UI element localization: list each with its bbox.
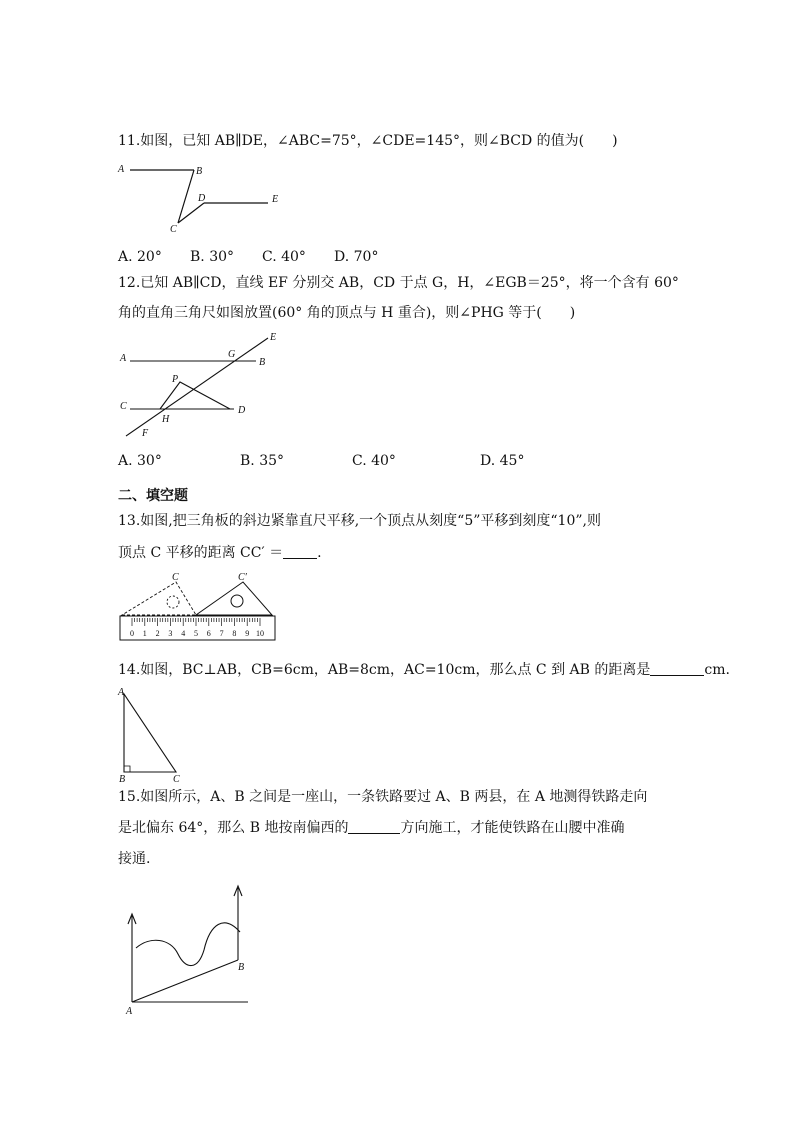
q14-stem-unit: cm. [704, 662, 730, 678]
q12-figure [116, 332, 286, 442]
q14-label-a: A [118, 687, 125, 698]
q12-label-d: D [238, 405, 246, 416]
q12-stem-line2: 角的直角三角尺如图放置(60° 角的顶点与 H 重合)，则∠PHG 等于( ) [118, 305, 576, 321]
q12-option-d: D. 45° [480, 453, 525, 469]
q15-label-b: B [238, 962, 245, 973]
q14-label-c: C [173, 774, 180, 785]
q14-stem [118, 660, 730, 680]
q12-label-c: C [120, 401, 127, 412]
q12-option-c: C. 40° [352, 453, 396, 469]
ruler-number: 3 [168, 629, 173, 638]
q13-stem-line2 [118, 543, 322, 563]
q15-label-a: A [126, 1006, 133, 1017]
ruler-number: 7 [219, 629, 224, 638]
q11-label-d: D [198, 193, 206, 204]
q15-line2-text: 是北偏东 64°，那么 B 地按南偏西的 [118, 820, 349, 836]
q11-label-e: E [272, 194, 279, 205]
q12-label-f: F [142, 428, 149, 439]
q12-label-e: E [270, 332, 277, 343]
ruler-number: 4 [181, 629, 186, 638]
q11-figure [116, 160, 296, 240]
q11-label-b: B [196, 166, 203, 177]
q13-label-c-prime: C′ [238, 572, 247, 583]
q12-option-a: A. 30° [118, 453, 162, 469]
q12-label-h: H [162, 414, 170, 425]
q14-label-b: B [119, 774, 126, 785]
ruler-number: 1 [142, 629, 147, 638]
section-title: 二、填空题 [118, 488, 188, 504]
q11-option-c: C. 40° [262, 249, 306, 265]
q11-stem: 11.如图，已知 AB∥DE，∠ABC=75°，∠CDE=145°，则∠BCD 的值为( ) [118, 133, 618, 149]
q11-option-d: D. 70° [334, 249, 379, 265]
q11-option-b: B. 30° [190, 249, 235, 265]
q14-figure [116, 686, 196, 786]
q15-line3: 接通. [118, 851, 151, 867]
q15-line1: 15.如图所示，A、B 之间是一座山，一条铁路要过 A、B 两县，在 A 地测得铁路走向 [118, 789, 648, 805]
ruler-number: 8 [232, 629, 237, 638]
q11-option-a: A. 20° [118, 249, 162, 265]
q12-label-g: G [228, 349, 236, 360]
ruler-number: 10 [256, 629, 264, 638]
q13-stem-line1: 13.如图,把三角板的斜边紧靠直尺平移,一个顶点从刻度“5”平移到刻度“10”,则 [118, 513, 601, 529]
ruler-number: 9 [245, 629, 250, 638]
q15-figure [116, 880, 266, 1020]
q13-stem-end: . [317, 545, 322, 561]
q13-stem-text: 顶点 C 平移的距离 CC′ ＝ [118, 545, 284, 561]
q11-label-a: A [118, 164, 125, 175]
q12-stem-line1: 12.已知 AB∥CD，直线 EF 分别交 AB，CD 于点 G，H，∠EGB＝25°，将一个含有 60° [118, 275, 679, 291]
q12-label-b: B [259, 357, 266, 368]
ruler-number: 0 [130, 629, 134, 638]
q15-line2 [118, 818, 624, 838]
q13-label-c: C [172, 572, 179, 583]
q14-answer-blank[interactable] [650, 661, 704, 676]
q13-figure [118, 570, 278, 642]
q12-label-a: A [120, 353, 127, 364]
q15-answer-blank[interactable] [348, 819, 400, 834]
q12-label-p: P [172, 374, 179, 385]
q11-label-c: C [170, 224, 177, 235]
q14-stem-text: 14.如图，BC⊥AB，CB=6cm，AB=8cm，AC=10cm，那么点 C 到 AB 的距离是 [118, 662, 651, 678]
ruler-number: 5 [194, 629, 198, 638]
q15-line2-end: 方向施工，才能使铁路在山腰中准确 [400, 820, 625, 836]
q13-answer-blank[interactable] [283, 544, 317, 559]
ruler-number: 6 [206, 629, 211, 638]
ruler-number: 2 [155, 629, 160, 638]
q12-option-b: B. 35° [240, 453, 285, 469]
